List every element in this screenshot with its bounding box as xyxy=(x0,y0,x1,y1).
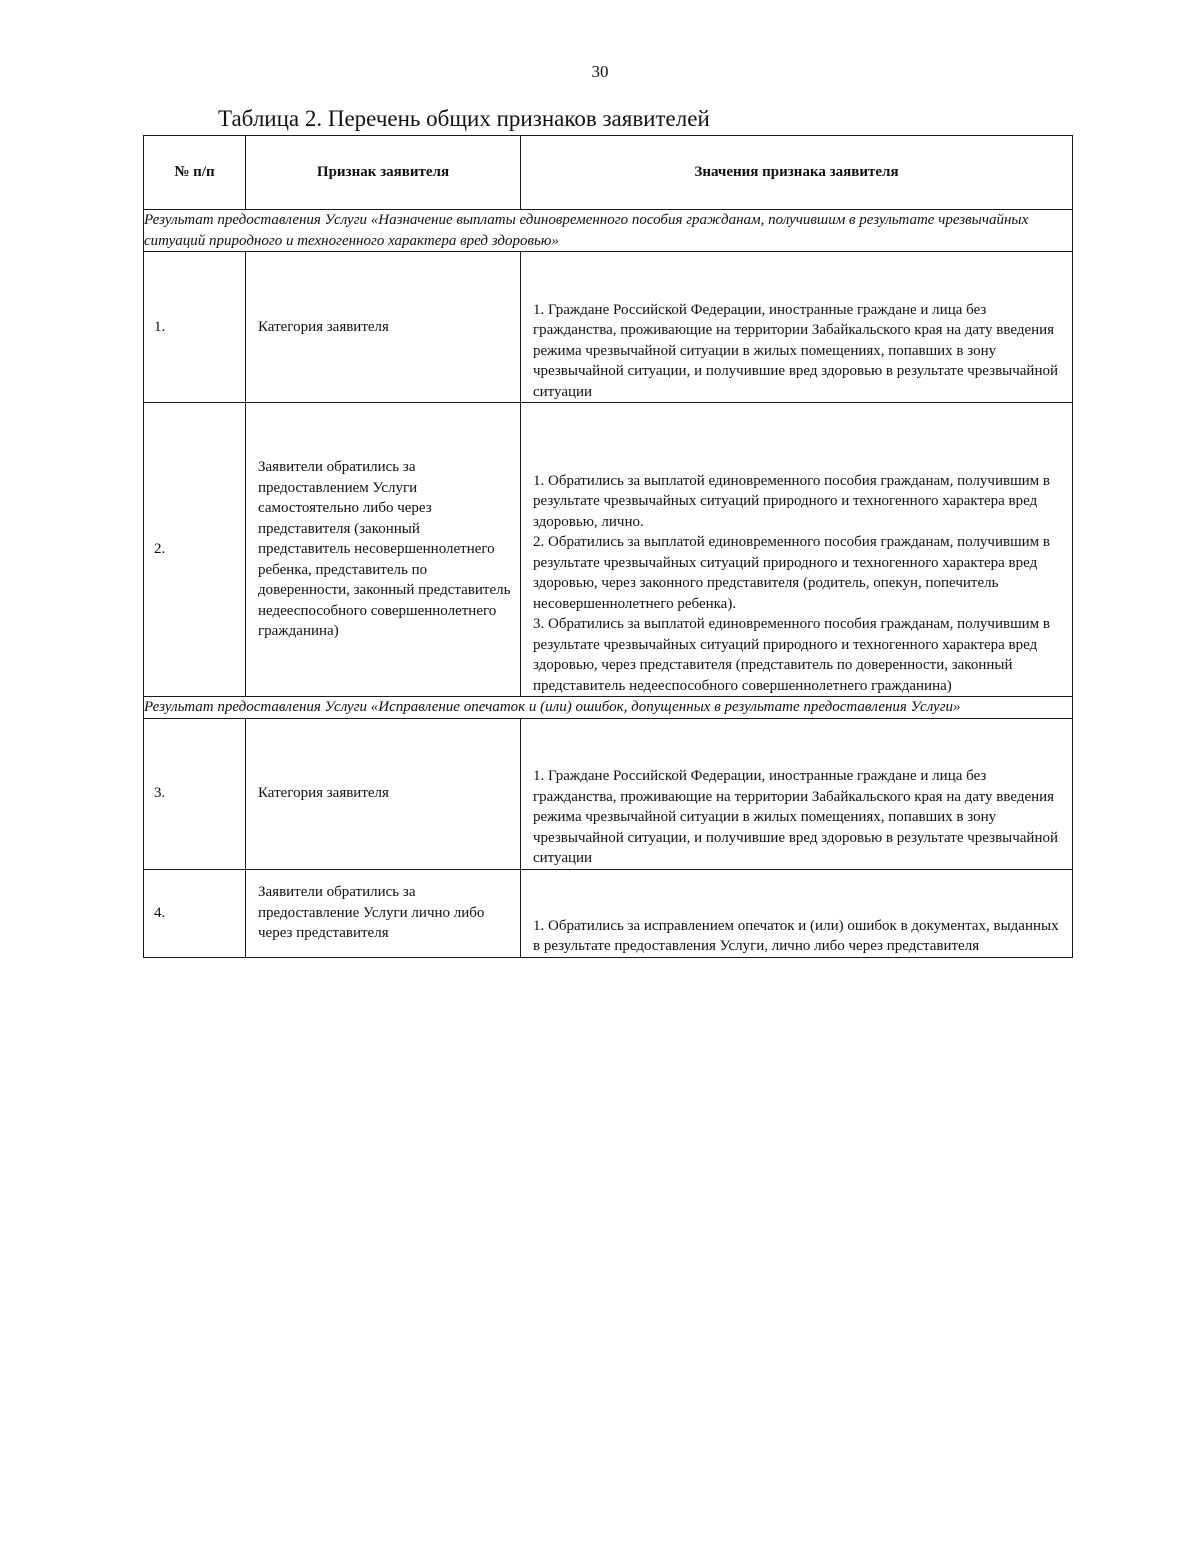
table-row xyxy=(144,252,1073,403)
row-value-item: 1. Граждане Российской Федерации, иностранные граждане и лица без гражданства, проживающие на территории Забайкальского края на дату введения режима чрезвычайной ситуации в жилых помещениях, попавших в зону чрезвычайной ситуации, и получившие вред здоровью в результате чрезвычайной ситуации xyxy=(533,768,1059,866)
row-value-item: 3. Обратились за выплатой единовременного пособия гражданам, получившим в результате чрезвычайных ситуаций природного и техногенного характера вред здоровью, через представителя (представитель по доверенности, законный представитель недееспособного совершеннолетнего гражданина) xyxy=(533,616,1050,694)
row-number: 4. xyxy=(144,869,246,957)
header-values: Значения признака заявителя xyxy=(521,136,1073,210)
row-value-item: 2. Обратились за выплатой единовременного пособия гражданам, получившим в результате чрезвычайных ситуаций природного и техногенного характера вред здоровью, через законного представителя (родитель, опекун, попечитель несовершеннолетнего ребенка). xyxy=(533,534,1050,612)
section-title: Результат предоставления Услуги «Назначение выплаты единовременного пособия гражданам, получившим в результате чрезвычайных ситуаций природного и техногенного характера вред здоровью» xyxy=(144,210,1073,252)
row-attribute: Заявители обратились за предоставление Услуги лично либо через представителя xyxy=(246,869,521,957)
row-value-item: 1. Граждане Российской Федерации, иностранные граждане и лица без гражданства, проживающие на территории Забайкальского края на дату введения режима чрезвычайной ситуации в жилых помещениях, попавших в зону чрезвычайной ситуации, и получившие вред здоровью в результате чрезвычайной ситуации xyxy=(533,301,1059,400)
row-values xyxy=(521,718,1073,869)
row-values xyxy=(521,403,1073,697)
row-values xyxy=(521,252,1073,403)
row-number: 2. xyxy=(144,403,246,697)
page-number: 30 xyxy=(591,62,609,81)
table-row xyxy=(144,718,1073,869)
applicant-attributes-table xyxy=(143,135,1073,958)
table-title: Таблица 2. Перечень общих признаков заявителей xyxy=(218,106,710,131)
section-row xyxy=(144,697,1073,719)
section-row xyxy=(144,210,1073,252)
row-number: 1. xyxy=(144,252,246,403)
row-value-item: 1. Обратились за выплатой единовременного пособия гражданам, получившим в результате чрезвычайных ситуаций природного и техногенного характера вред здоровью, лично. xyxy=(533,472,1050,530)
row-number: 3. xyxy=(144,718,246,869)
row-attribute: Категория заявителя xyxy=(246,252,521,403)
row-attribute: Заявители обратились за предоставлением Услуги самостоятельно либо через представителя (законный представитель несовершеннолетнего ребенка, представитель по доверенности, законный представитель недееспособного совершеннолетнего гражданина) xyxy=(246,403,521,697)
header-attribute: Признак заявителя xyxy=(246,136,521,210)
table-header-row xyxy=(144,136,1073,210)
row-attribute: Категория заявителя xyxy=(246,718,521,869)
row-value-item: 1. Обратились за исправлением опечаток и (или) ошибок в документах, выданных в результате предоставления Услуги, лично либо через представителя xyxy=(533,917,1059,954)
table-row xyxy=(144,869,1073,957)
section-title: Результат предоставления Услуги «Исправление опечаток и (или) ошибок, допущенных в результате предоставления Услуги» xyxy=(144,697,1073,719)
table-row xyxy=(144,403,1073,697)
header-num: № п/п xyxy=(144,136,246,210)
row-values xyxy=(521,869,1073,957)
